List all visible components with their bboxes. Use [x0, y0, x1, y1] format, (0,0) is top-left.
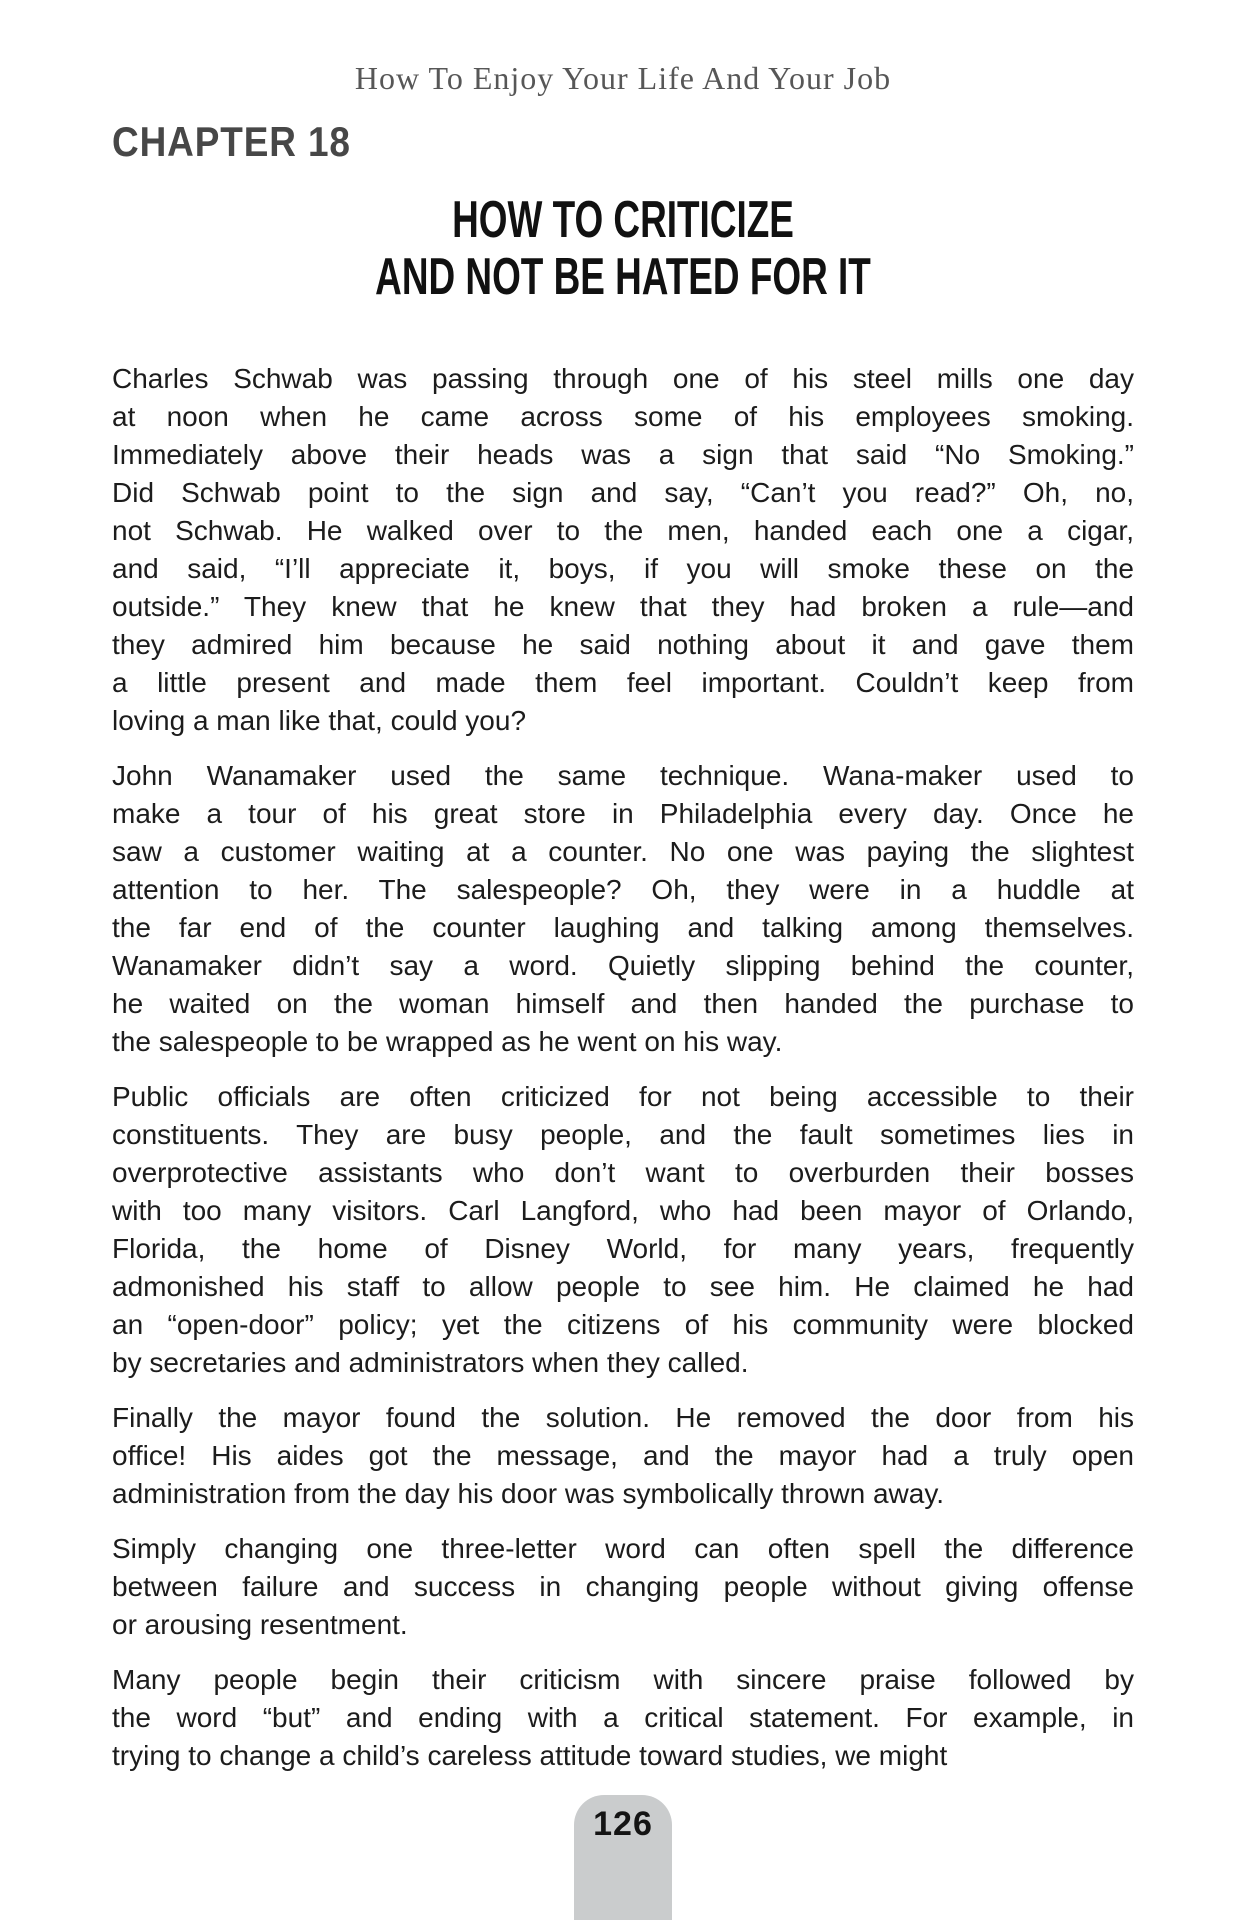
text-line: and said, “I’ll appreciate it, boys, if you will smoke these on the — [112, 553, 1134, 584]
text-line: they admired him because he said nothing about it and gave them — [112, 629, 1134, 660]
text-line: the word “but” and ending with a critical statement. For example, in — [112, 1702, 1134, 1733]
text-line: Public officials are often criticized for not being accessible to their — [112, 1081, 1134, 1112]
text-line: saw a customer waiting at a counter. No one was paying the slightest — [112, 836, 1134, 867]
text-line: overprotective assistants who don’t want to overburden their bosses — [112, 1157, 1134, 1188]
text-line: constituents. They are busy people, and the fault sometimes lies in — [112, 1119, 1134, 1150]
text-line: loving a man like that, could you? — [112, 705, 527, 736]
chapter-title — [112, 192, 1134, 306]
body-text — [112, 360, 1134, 1792]
running-header: How To Enjoy Your Life And Your Job — [354, 60, 892, 96]
text-line: with too many visitors. Carl Langford, who had been mayor of Orlando, — [112, 1195, 1134, 1226]
text-line: make a tour of his great store in Philadelphia every day. Once he — [112, 798, 1134, 829]
text-line: Immediately above their heads was a sign that said “No Smoking.” — [112, 439, 1134, 470]
text-line: Did Schwab point to the sign and say, “Can’t you read?” Oh, no, — [112, 477, 1134, 508]
text-line: trying to change a child’s careless attitude toward studies, we might — [112, 1740, 948, 1771]
text-line: office! His aides got the message, and the mayor had a truly open — [112, 1440, 1134, 1471]
paragraph — [112, 757, 1134, 1061]
text-line: administration from the day his door was symbolically thrown away. — [112, 1478, 945, 1509]
text-line: or arousing resentment. — [112, 1609, 408, 1640]
chapter-label: CHAPTER 18 — [112, 118, 351, 165]
text-line: Finally the mayor found the solution. He removed the door from his — [112, 1402, 1134, 1433]
text-line: John Wanamaker used the same technique. Wana-maker used to — [112, 760, 1134, 791]
paragraph — [112, 360, 1134, 740]
text-line: at noon when he came across some of his employees smoking. — [112, 401, 1134, 432]
text-line: not Schwab. He walked over to the men, handed each one a cigar, — [112, 515, 1134, 546]
chapter-title-line-2: AND NOT BE HATED FOR IT — [375, 248, 871, 306]
text-line: outside.” They knew that he knew that they had broken a rule—and — [112, 591, 1134, 622]
text-line: an “open-door” policy; yet the citizens of his community were blocked — [112, 1309, 1134, 1340]
text-line: Charles Schwab was passing through one of his steel mills one day — [112, 363, 1134, 394]
text-line: Many people begin their criticism with sincere praise followed by — [112, 1664, 1134, 1695]
text-line: a little present and made them feel important. Couldn’t keep from — [112, 667, 1134, 698]
paragraph — [112, 1661, 1134, 1775]
text-line: the far end of the counter laughing and talking among themselves. — [112, 912, 1134, 943]
page-number: 126 — [593, 1805, 653, 1843]
text-line: admonished his staff to allow people to see him. He claimed he had — [112, 1271, 1134, 1302]
paragraph — [112, 1399, 1134, 1513]
text-line: attention to her. The salespeople? Oh, they were in a huddle at — [112, 874, 1134, 905]
text-line: Simply changing one three-letter word can often spell the difference — [112, 1533, 1134, 1564]
text-line: Wanamaker didn’t say a word. Quietly slipping behind the counter, — [112, 950, 1134, 981]
page-number-badge — [574, 1795, 672, 1920]
paragraph — [112, 1078, 1134, 1382]
text-line: Florida, the home of Disney World, for many years, frequently — [112, 1233, 1134, 1264]
chapter-title-line-1: HOW TO CRITICIZE — [452, 191, 794, 249]
text-line: the salespeople to be wrapped as he went on his way. — [112, 1026, 783, 1057]
paragraph — [112, 1530, 1134, 1644]
text-line: he waited on the woman himself and then handed the purchase to — [112, 988, 1134, 1019]
text-line: by secretaries and administrators when they called. — [112, 1347, 749, 1378]
text-line: between failure and success in changing people without giving offense — [112, 1571, 1134, 1602]
